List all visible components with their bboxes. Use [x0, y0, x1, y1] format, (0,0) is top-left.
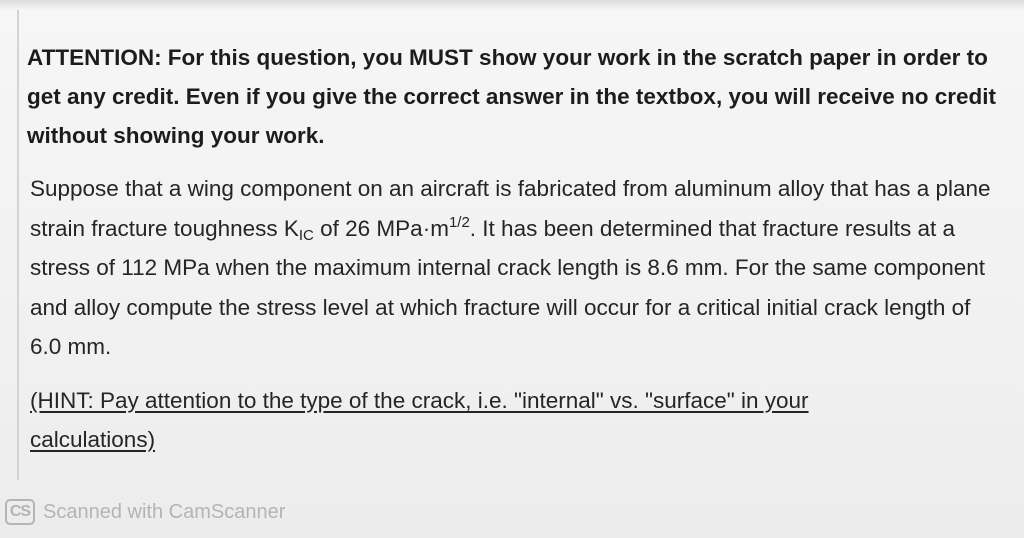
unit-exponent: 1/2 [448, 213, 470, 231]
problem-text-part1: Suppose that a wing component on an aircraft is fabricated from aluminum alloy that has a plane strain fracture toughness K [30, 176, 991, 241]
question-content [27, 38, 1002, 459]
watermark-text: Scanned with CamScanner [43, 500, 286, 523]
problem-statement [30, 169, 1002, 367]
camscanner-logo-icon: CS [5, 499, 35, 525]
attention-notice: ATTENTION: For this question, you MUST show your work in the scratch paper in order to get any credit. Even if you give the correct answer in the textbox, you will receive no credit without showing your work. [27, 45, 997, 148]
left-border-line [17, 10, 19, 480]
camscanner-watermark [5, 499, 285, 525]
problem-text-part2: of 26 MPa·m [313, 215, 449, 241]
problem-text-part3: . It has been determined that fracture results at a stress of 112 MPa when the maximum internal crack length is 8.6 mm. For the same component and alloy compute the stress level at which fracture will occur for a critical initial crack length of 6.0 mm. [30, 215, 985, 359]
k-subscript: IC [298, 226, 314, 244]
page-top-edge [0, 0, 1024, 10]
hint-text: (HINT: Pay attention to the type of the crack, i.e. "internal" vs. "surface" in your calculations) [30, 387, 809, 452]
